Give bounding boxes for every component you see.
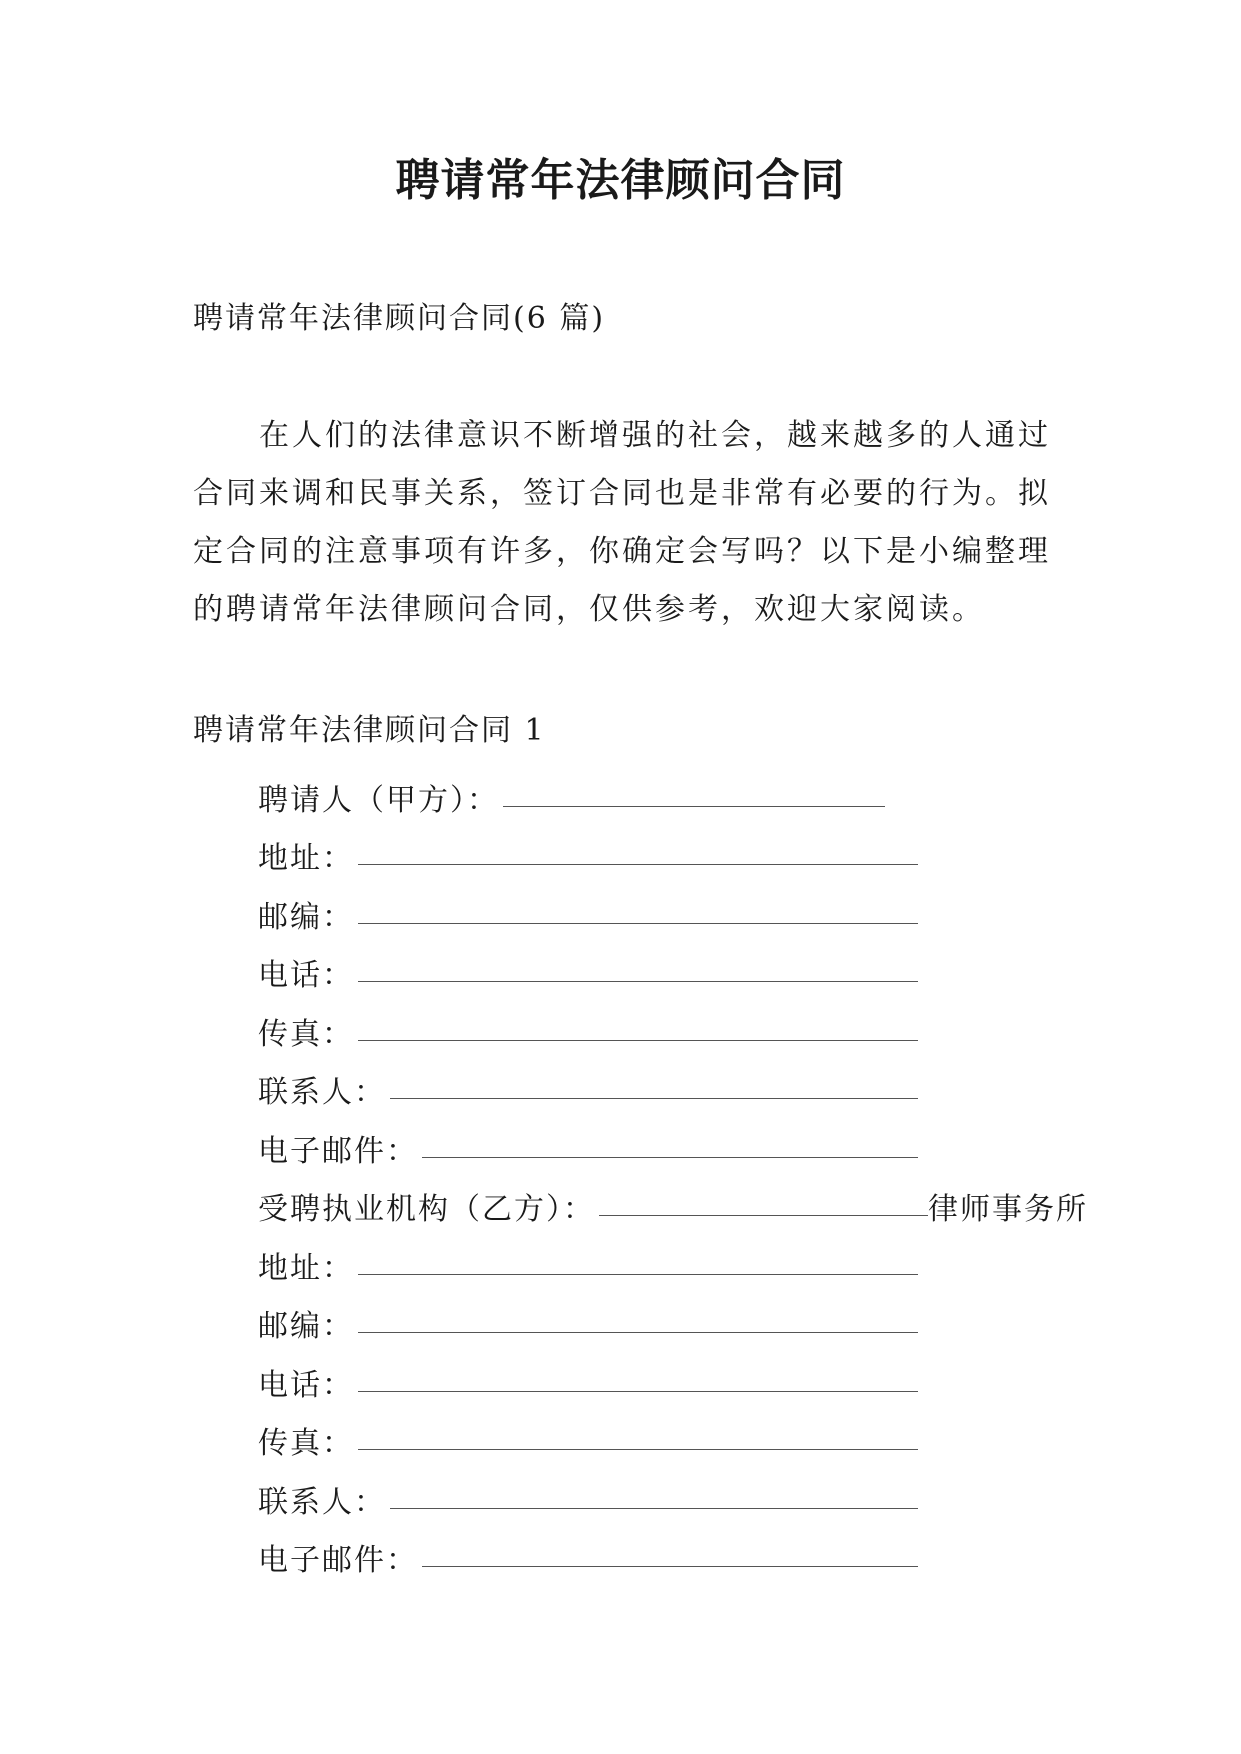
party-a-email-label: 电子邮件： xyxy=(258,1133,418,1169)
party-a-name-label: 聘请人（甲方）： xyxy=(258,782,499,818)
party-b-contact-blank[interactable] xyxy=(390,1474,918,1509)
party-a-address-label: 地址： xyxy=(258,841,354,876)
party-a-address-blank[interactable] xyxy=(358,830,918,865)
party-a-email-blank[interactable] xyxy=(422,1123,918,1158)
party-b-name-suffix: 律师事务所 xyxy=(928,1192,1088,1227)
party-b-email-label: 电子邮件： xyxy=(258,1543,418,1578)
party-b-address-label: 地址： xyxy=(258,1250,354,1286)
party-a-name-row xyxy=(258,760,918,819)
party-a-postcode-row xyxy=(258,877,918,936)
party-b-email-row xyxy=(258,1521,918,1580)
party-a-email-row xyxy=(258,1111,918,1170)
intro-line: 定合同的注意事项有许多，你确定会写吗？以下是小编整理 xyxy=(193,534,1051,569)
party-a-phone-blank[interactable] xyxy=(358,947,918,982)
party-a-name-blank[interactable] xyxy=(503,772,885,807)
party-a-contact-row xyxy=(258,1053,918,1112)
party-b-phone-row xyxy=(258,1345,918,1404)
party-a-fax-label: 传真： xyxy=(258,1016,354,1052)
party-b-postcode-row xyxy=(258,1287,918,1346)
party-a-phone-row xyxy=(258,936,918,995)
party-b-phone-blank[interactable] xyxy=(358,1357,918,1392)
party-b-contact-row xyxy=(258,1462,918,1521)
party-a-fax-row xyxy=(258,994,918,1053)
party-a-postcode-label: 邮编： xyxy=(258,899,354,935)
party-info-form xyxy=(258,760,1088,1579)
party-b-postcode-blank[interactable] xyxy=(358,1298,918,1333)
intro-line: 在人们的法律意识不断增强的社会，越来越多的人通过 xyxy=(193,418,1051,453)
party-b-postcode-label: 邮编： xyxy=(258,1309,354,1344)
party-a-address-row xyxy=(258,819,918,878)
party-a-postcode-blank[interactable] xyxy=(358,889,918,924)
party-a-contact-blank[interactable] xyxy=(390,1064,918,1099)
party-b-address-blank[interactable] xyxy=(358,1240,918,1275)
document-subtitle: 聘请常年法律顾问合同(6 篇) xyxy=(193,301,606,336)
intro-line: 的聘请常年法律顾问合同，仅供参考，欢迎大家阅读。 xyxy=(193,592,985,627)
party-b-name-row xyxy=(258,1170,1088,1229)
section-heading: 聘请常年法律顾问合同 1 xyxy=(193,713,546,748)
party-b-fax-row xyxy=(258,1404,918,1463)
party-b-name-label: 受聘执业机构（乙方）： xyxy=(258,1192,595,1227)
party-a-fax-blank[interactable] xyxy=(358,1006,918,1041)
party-b-email-blank[interactable] xyxy=(422,1532,918,1567)
party-b-address-row xyxy=(258,1228,918,1287)
party-b-contact-label: 联系人： xyxy=(258,1484,386,1520)
party-a-phone-label: 电话： xyxy=(258,958,354,993)
intro-line: 合同来调和民事关系，签订合同也是非常有必要的行为。拟 xyxy=(193,476,1051,511)
intro-paragraph xyxy=(193,407,1063,639)
party-b-phone-label: 电话： xyxy=(258,1367,354,1403)
party-b-fax-label: 传真： xyxy=(258,1426,354,1461)
party-b-name-blank[interactable] xyxy=(599,1181,928,1216)
party-a-contact-label: 联系人： xyxy=(258,1075,386,1110)
party-b-fax-blank[interactable] xyxy=(358,1415,918,1450)
document-title: 聘请常年法律顾问合同 xyxy=(395,155,846,206)
